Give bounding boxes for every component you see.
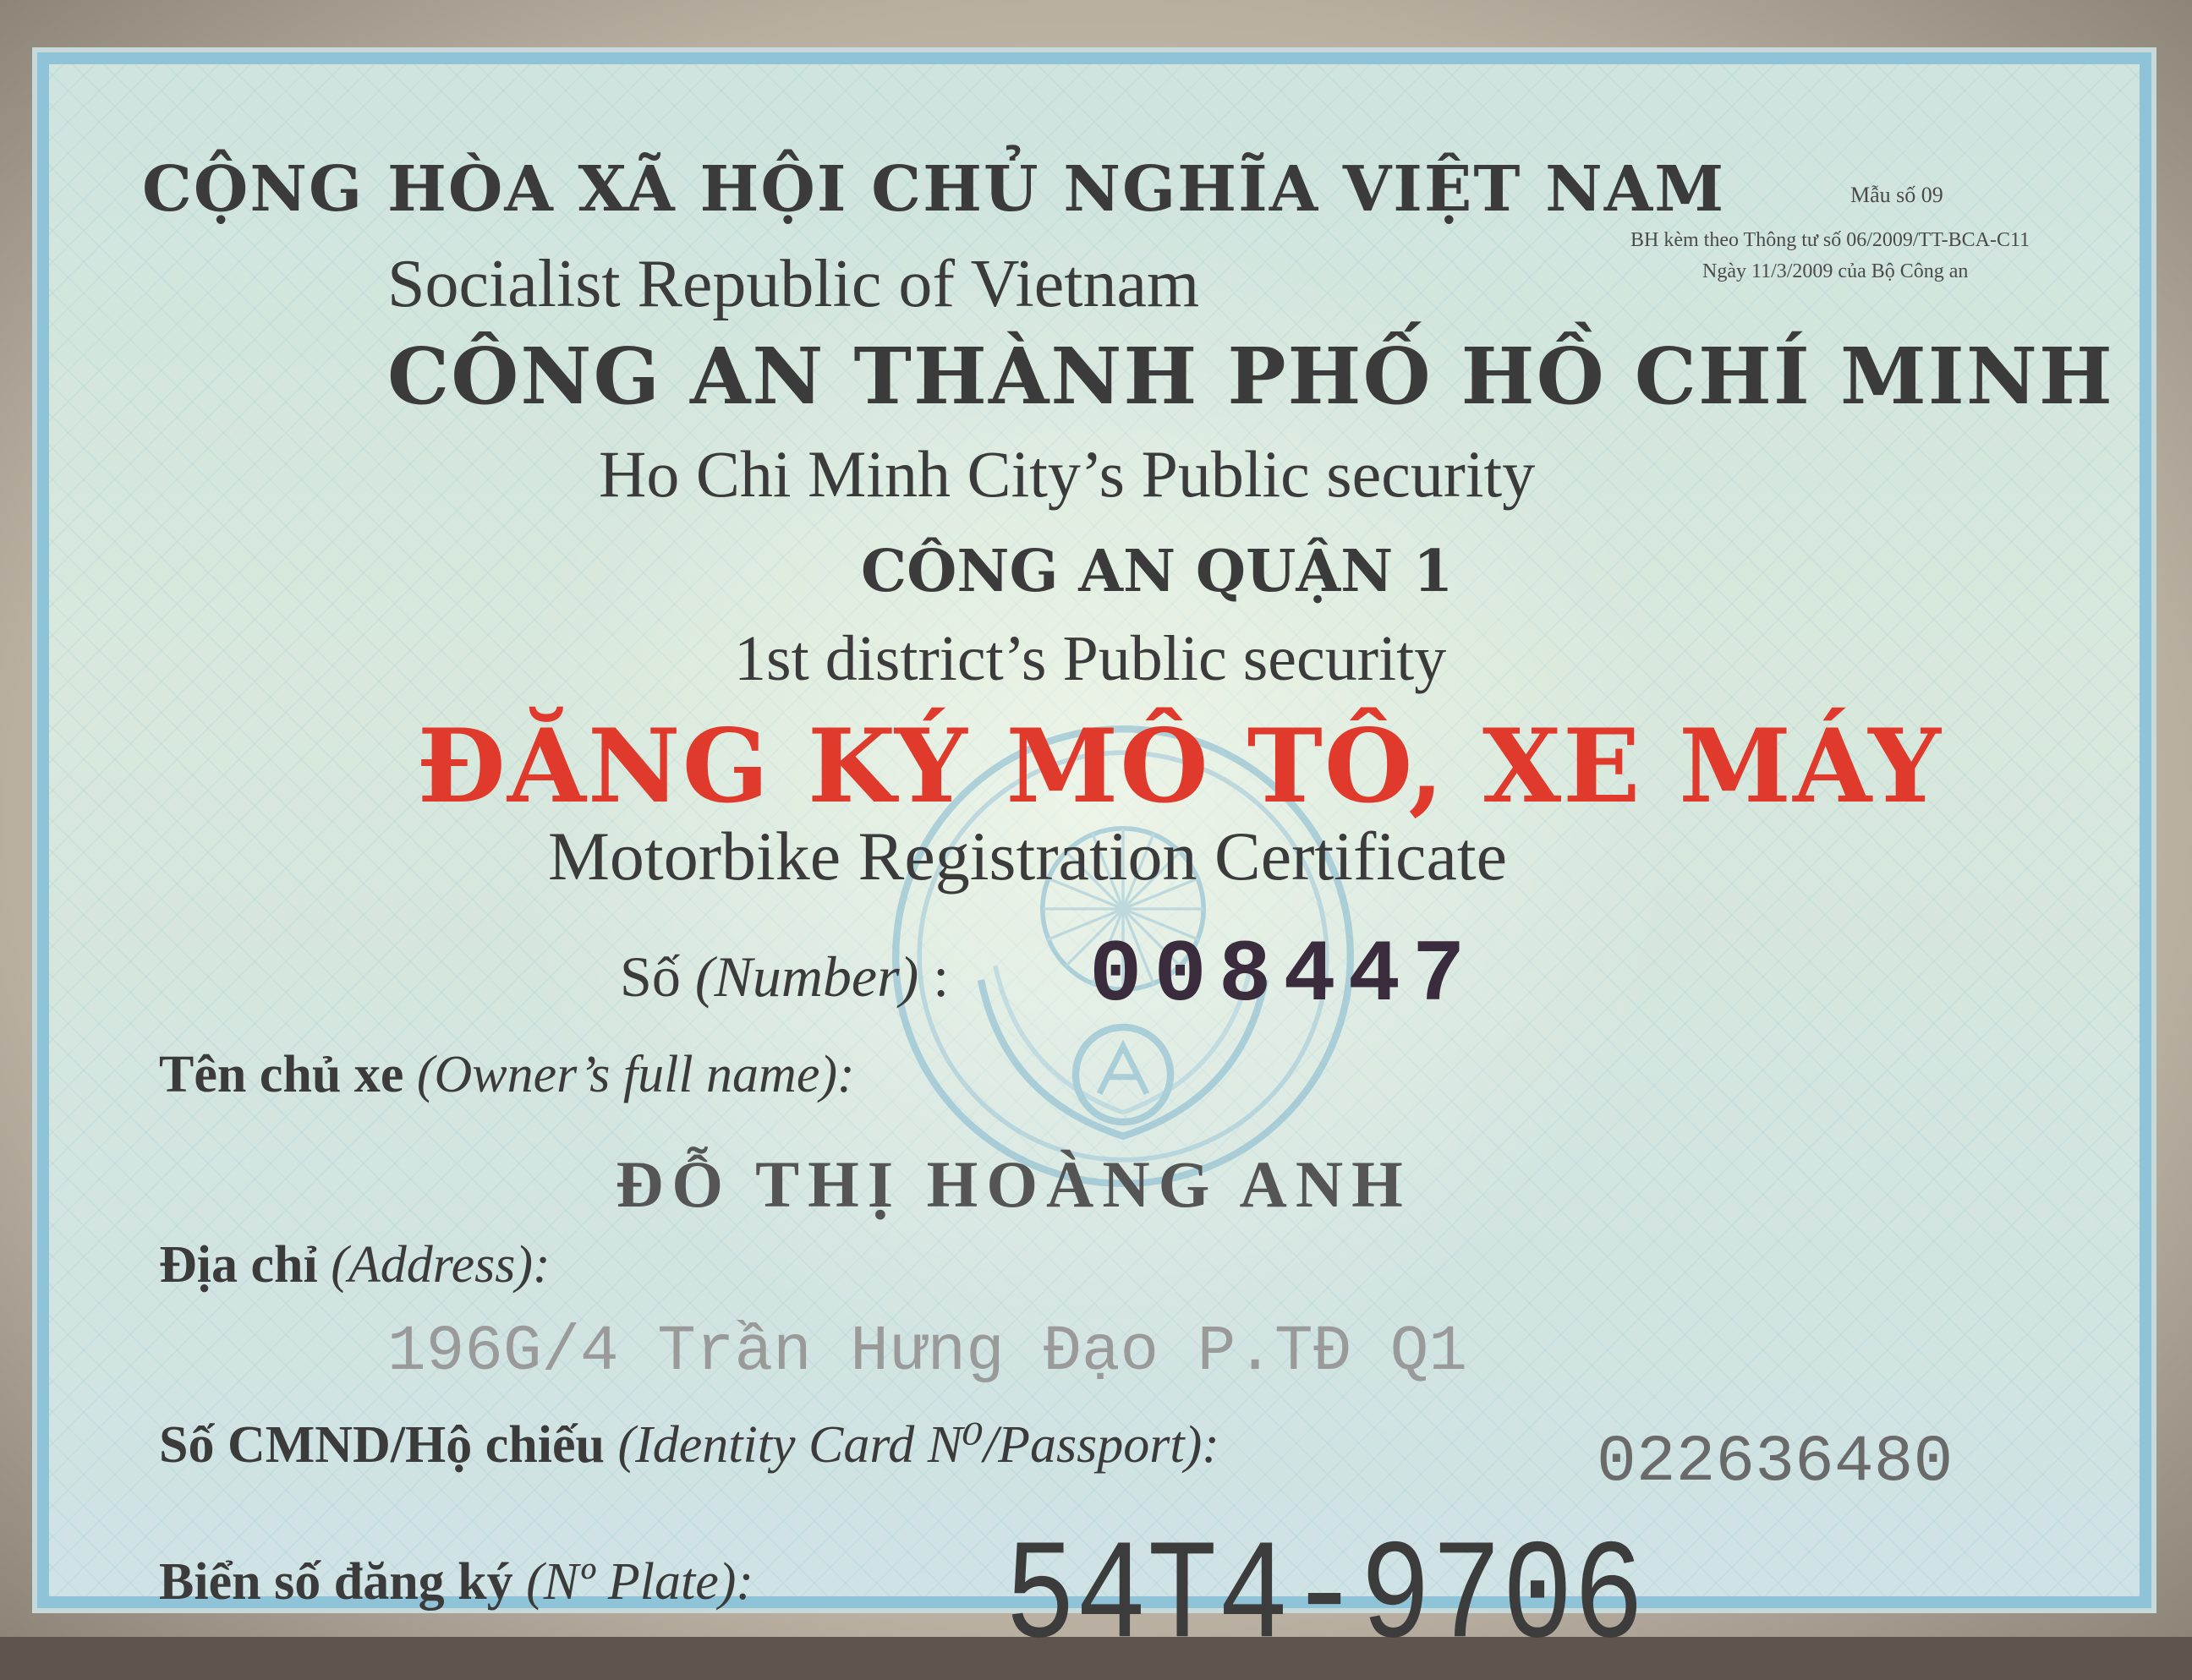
address-value: 196G/4 Trần Hưng Đạo P.TĐ Q1 (387, 1316, 1468, 1388)
identity-label-en: (Identity Card N⁰/Passport): (617, 1416, 1219, 1474)
certificate-number-value: 008447 (1089, 927, 1477, 1026)
document-title-en: Motorbike Registration Certificate (548, 818, 1508, 895)
number-label-en: (Number) (694, 944, 919, 1009)
country-name-vn: CỘNG HÒA XÃ HỘI CHỦ NGHĨA VIỆT NAM (142, 153, 1726, 226)
address-label (159, 1235, 551, 1295)
city-police-en: Ho Chi Minh City’s Public security (599, 437, 1536, 511)
identity-label-vn: Số CMND/Hộ chiếu (159, 1416, 605, 1474)
form-number: Mẫu số 09 (1850, 183, 1943, 207)
form-reference-line2: Ngày 11/3/2009 của Bộ Công an (1702, 260, 1969, 282)
registration-card (37, 52, 2151, 1680)
identity-label (159, 1413, 1219, 1475)
address-label-vn: Địa chỉ (159, 1236, 318, 1294)
owner-label (159, 1045, 855, 1105)
certificate-number-label (620, 944, 949, 1010)
plate-label-vn: Biển số đăng ký (159, 1553, 513, 1611)
plate-label-en: (Nº Plate): (526, 1553, 754, 1611)
number-label-vn: Số (620, 944, 681, 1009)
city-police-vn: CÔNG AN THÀNH PHỐ HỒ CHÍ MINH (387, 331, 2114, 422)
owner-name-value: ĐỖ THỊ HOÀNG ANH (616, 1147, 1411, 1221)
identity-value: 022636480 (1597, 1426, 1954, 1500)
plate-value: 54T4-9706 (1005, 1519, 1645, 1680)
document-title-vn: ĐĂNG KÝ MÔ TÔ, XE MÁY (417, 707, 1943, 826)
country-name-en: Socialist Republic of Vietnam (387, 247, 1200, 321)
number-separator: : (933, 944, 950, 1009)
owner-label-en: (Owner’s full name): (416, 1046, 855, 1103)
owner-label-vn: Tên chủ xe (159, 1046, 404, 1103)
address-label-en: (Address): (331, 1236, 551, 1294)
plate-label (159, 1552, 754, 1612)
form-reference-line1: BH kèm theo Thông tư số 06/2009/TT-BCA-C11 (1630, 229, 2030, 251)
district-police-en: 1st district’s Public security (734, 623, 1447, 694)
district-police-vn: CÔNG AN QUẬN 1 (861, 538, 1454, 605)
